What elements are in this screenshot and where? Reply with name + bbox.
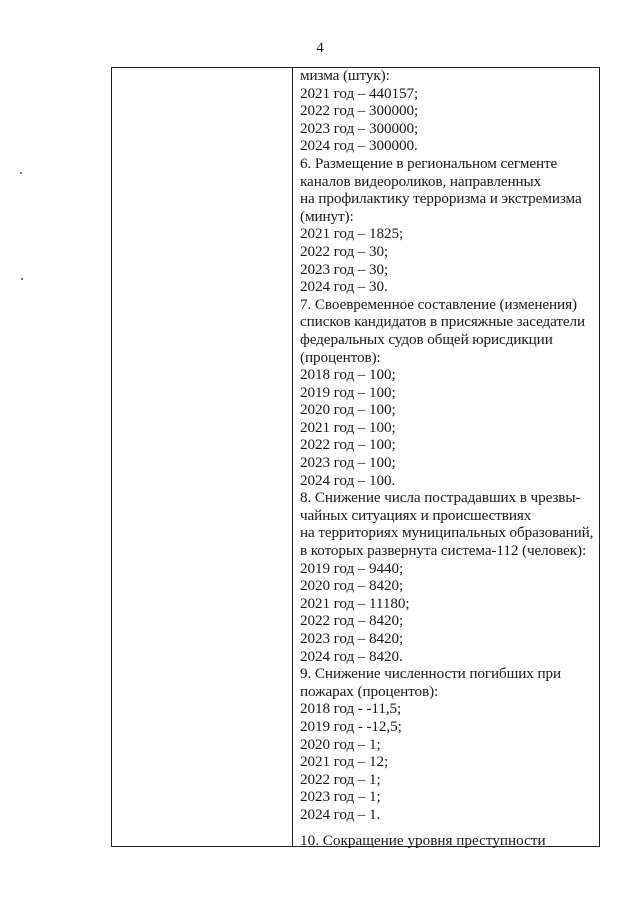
- text-line: чайных ситуациях и происшествиях: [300, 506, 532, 524]
- text-line: 2022 год – 30;: [300, 242, 389, 260]
- text-line: 2019 год – 100;: [300, 383, 396, 401]
- text-line: 2023 год – 8420;: [300, 630, 404, 647]
- text-line: в которых развернута система-112 (человек):: [300, 542, 587, 560]
- scan-speck: [20, 172, 22, 174]
- text-line: 2024 год – 300000.: [300, 137, 418, 155]
- text-line: 2021 год – 12;: [300, 753, 389, 771]
- text-line: 2018 год – 100;: [300, 366, 396, 384]
- text-line: 2018 год - -11,5;: [300, 700, 402, 718]
- text-line: на профилактику терроризма и экстремизма: [300, 190, 582, 208]
- text-line: 2020 год – 8420;: [300, 577, 404, 595]
- text-line: 2022 год – 100;: [300, 436, 396, 454]
- text-line: 2023 год – 100;: [300, 454, 396, 472]
- text-line: 9. Снижение численности погибших при: [300, 665, 562, 683]
- text-line: каналов видеороликов, направленных: [300, 172, 542, 190]
- text-line: 2021 год – 440157;: [300, 84, 419, 102]
- text-line: 2024 год – 30.: [300, 278, 388, 296]
- text-line: 7. Своевременное составление (изменения): [300, 295, 577, 313]
- text-line: на территориях муниципальных образований,: [300, 524, 594, 542]
- text-line: 2019 год - -12,5;: [300, 717, 402, 735]
- text-line: 2019 год – 9440;: [300, 559, 404, 577]
- document-table: [111, 67, 600, 847]
- text-line: 2024 год – 8420.: [300, 647, 403, 665]
- text-line: 8. Снижение числа пострадавших в чрезвы-: [300, 489, 581, 507]
- text-line: 2023 год – 300000;: [300, 119, 419, 137]
- text-line: 6. Размещение в региональном сегменте: [300, 154, 558, 172]
- text-line: 2022 год – 1;: [300, 770, 381, 788]
- text-line: 2022 год – 8420;: [300, 612, 404, 630]
- text-line: федеральных судов общей юрисдикции: [300, 330, 553, 348]
- text-line: списков кандидатов в присяжные заседатели: [300, 313, 586, 331]
- page-number: 4: [316, 40, 324, 56]
- text-line: (процентов):: [300, 348, 381, 366]
- text-line: 2024 год – 100.: [300, 471, 396, 489]
- text-line: пожарах (процентов):: [300, 682, 439, 700]
- text-line: 2021 год – 100;: [300, 418, 396, 436]
- indicators-text: [300, 67, 600, 841]
- text-line: 2023 год – 1;: [300, 788, 381, 806]
- text-line: 2023 год – 30;: [300, 260, 389, 278]
- text-line: 2022 год – 300000;: [300, 102, 419, 120]
- text-line: 2021 год – 1825;: [300, 225, 404, 243]
- text-line: (минут):: [300, 207, 354, 225]
- table-left-column: [112, 68, 293, 846]
- table-right-column: [294, 67, 599, 849]
- text-line: мизма (штук):: [300, 67, 390, 84]
- indicator-10-heading: 10. Сокращение уровня преступности: [300, 832, 546, 849]
- scan-speck: [21, 278, 23, 280]
- text-line: 2024 год – 1.: [300, 805, 381, 823]
- text-line: 2021 год – 11180;: [300, 594, 410, 612]
- text-line: 2020 год – 100;: [300, 401, 396, 419]
- text-line: 2020 год – 1;: [300, 735, 381, 753]
